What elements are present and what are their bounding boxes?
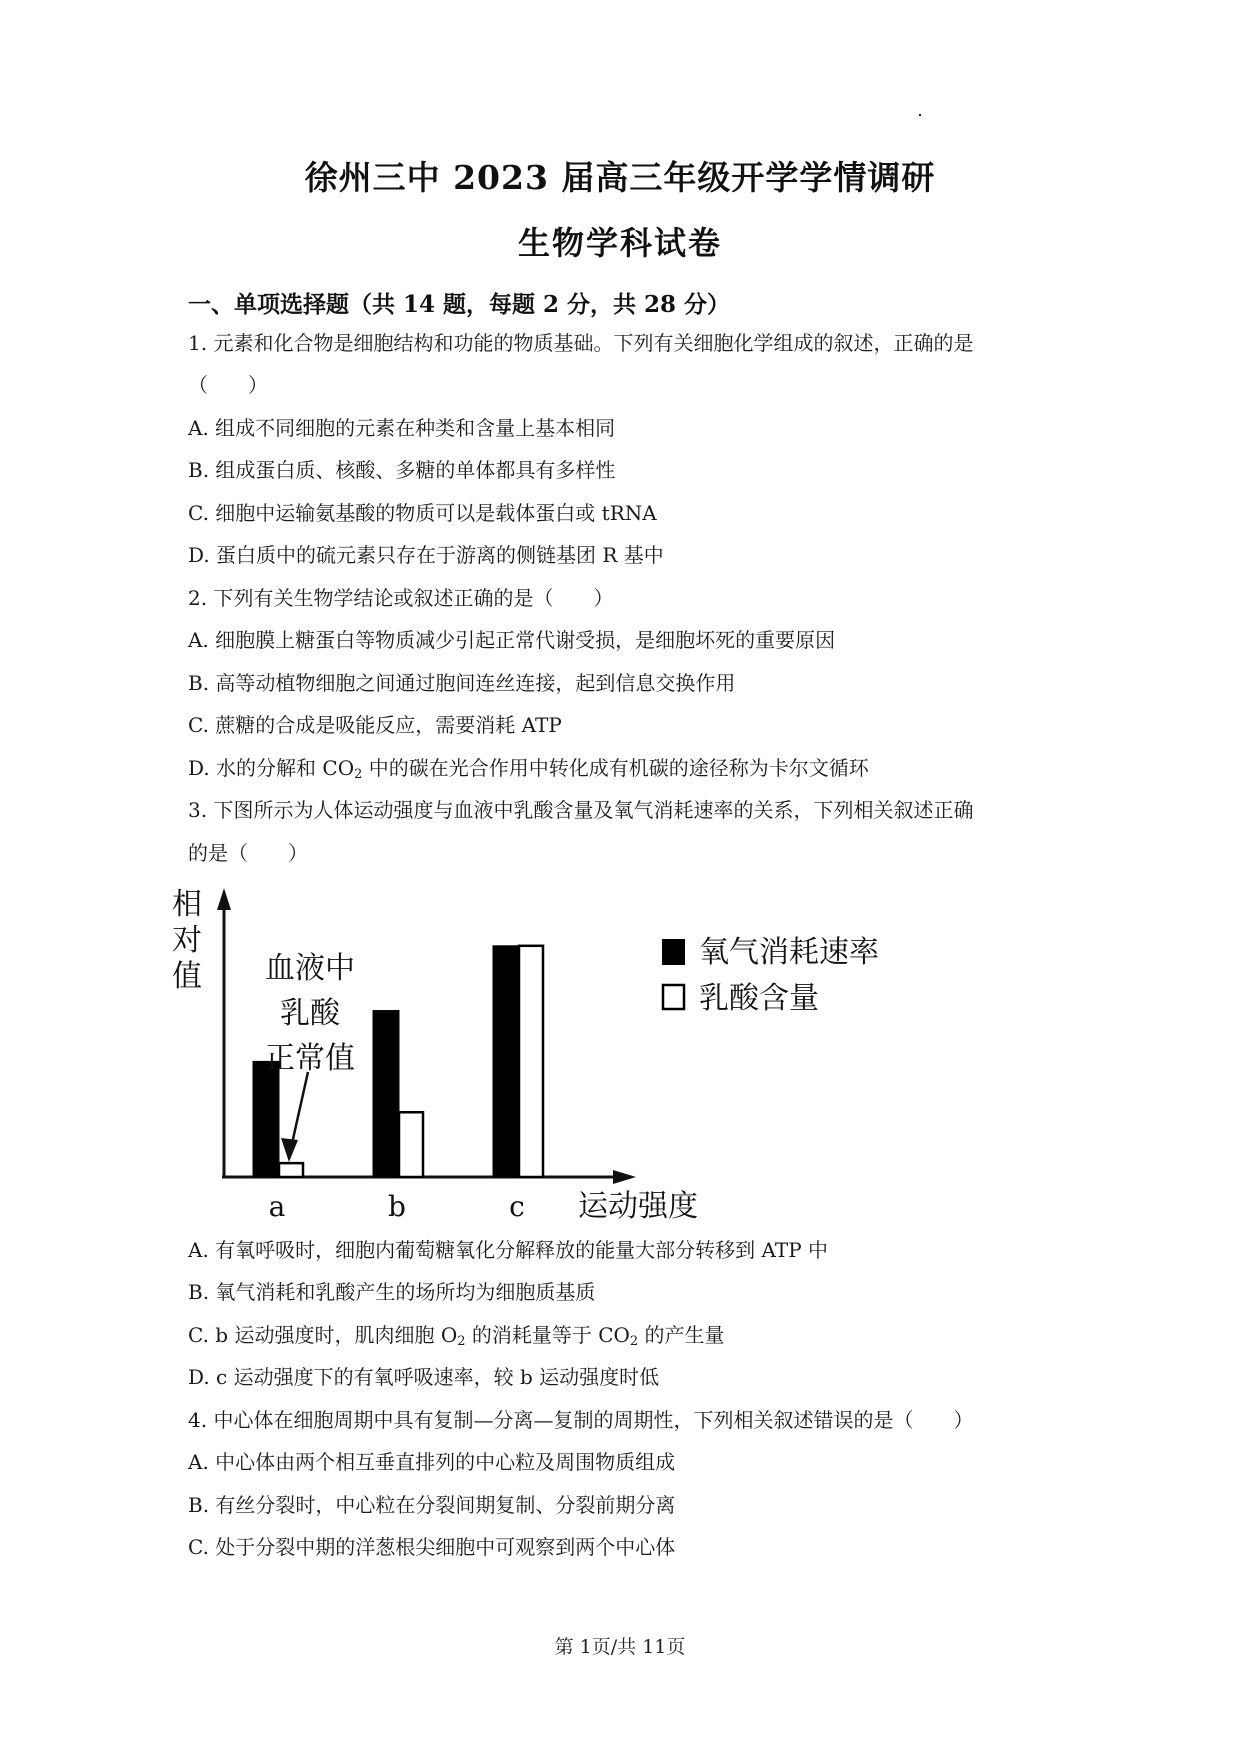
x-tick-label-c: c: [509, 1190, 525, 1223]
y-axis-label-char-1: 相: [172, 887, 202, 922]
bar-a-lactate: [279, 1163, 303, 1177]
q3-option-b: B. 氧气消耗和乳酸产生的场所均为细胞质基质: [188, 1280, 596, 1304]
x-tick-label-b: b: [388, 1190, 406, 1223]
annotation-arrowhead: [281, 1138, 298, 1162]
bar-b-oxygen: [373, 1011, 399, 1177]
bar-c-oxygen: [493, 946, 519, 1177]
annotation-line-1: 血液中: [265, 951, 355, 986]
legend-swatch-lactate: [663, 985, 684, 1009]
legend-label-lactate: 乳酸含量: [699, 981, 819, 1016]
annotation-arrow: [291, 1072, 308, 1148]
y-axis-arrow: [217, 888, 231, 910]
q3-option-a: A. 有氧呼吸时，细胞内葡萄糖氧化分解释放的能量大部分转移到 ATP 中: [188, 1238, 829, 1262]
q1-stem-line-2: （ ）: [188, 373, 268, 397]
q1-option-a: A. 组成不同细胞的元素在种类和含量上基本相同: [188, 416, 616, 440]
q1-option-d: D. 蛋白质中的硫元素只存在于游离的侧链基团 R 基中: [188, 543, 664, 567]
scan-dot: [919, 114, 921, 116]
x-tick-label-a: a: [268, 1190, 286, 1223]
subscript: 2: [457, 1334, 466, 1349]
q4-option-c: C. 处于分裂中期的洋葱根尖细胞中可观察到两个中心体: [188, 1535, 676, 1559]
annotation-line-2: 乳酸: [280, 996, 340, 1031]
q3-stem-line-1: 3. 下图所示为人体运动强度与血液中乳酸含量及氧气消耗速率的关系，下列相关叙述正确: [188, 798, 974, 822]
legend-label-oxygen: 氧气消耗速率: [699, 935, 879, 970]
q3-option-c-pre: C. b 运动强度时，肌肉细胞 O: [188, 1323, 458, 1347]
q3-option-c-mid: 的消耗量等于 CO: [465, 1323, 630, 1347]
q2-option-d-post: 中的碳在光合作用中转化成有机碳的途径称为卡尔文循环: [362, 756, 869, 780]
q4-option-b: B. 有丝分裂时，中心粒在分裂间期复制、分裂前期分离: [188, 1493, 676, 1517]
q1-option-b: B. 组成蛋白质、核酸、多糖的单体都具有多样性: [188, 458, 616, 482]
x-axis-label: 运动强度: [578, 1189, 698, 1224]
page-number: 第 1页/共 11页: [554, 1636, 686, 1658]
legend-swatch-oxygen: [663, 940, 684, 964]
x-axis-arrow: [613, 1170, 636, 1184]
exercise-bar-chart: [170, 870, 879, 1225]
q3-option-d: D. c 运动强度下的有氧呼吸速率，较 b 运动强度时低: [188, 1365, 660, 1389]
q2-option-d-pre: D. 水的分解和 CO: [188, 756, 355, 780]
q2-option-d: [188, 752, 869, 781]
q4-stem: 4. 中心体在细胞周期中具有复制—分离—复制的周期性，下列相关叙述错误的是（ ）: [188, 1408, 974, 1432]
bar-c-lactate: [519, 946, 543, 1177]
y-axis-label-char-3: 值: [172, 959, 202, 994]
y-axis-label-char-2: 对: [172, 923, 202, 958]
annotation-line-3: 正常值: [265, 1041, 355, 1076]
bar-b-lactate: [399, 1112, 423, 1177]
exam-subtitle: 生物学科试卷: [517, 224, 722, 262]
q2-option-a: A. 细胞膜上糖蛋白等物质减少引起正常代谢受损，是细胞坏死的重要原因: [188, 628, 836, 652]
q1-stem-line-1: 1. 元素和化合物是细胞结构和功能的物质基础。下列有关细胞化学组成的叙述，正确的是: [188, 331, 974, 355]
x-tick-labels: [269, 1190, 525, 1223]
bar-a-oxygen: [253, 1061, 279, 1177]
q1-option-c: C. 细胞中运输氨基酸的物质可以是载体蛋白或 tRNA: [188, 501, 657, 525]
q2-option-c: C. 蔗糖的合成是吸能反应，需要消耗 ATP: [188, 713, 562, 737]
q3-option-c: [188, 1319, 725, 1348]
section-heading: 一、单项选择题（共 14 题，每题 2 分，共 28 分）: [188, 291, 731, 318]
q2-option-b: B. 高等动植物细胞之间通过胞间连丝连接，起到信息交换作用: [188, 671, 736, 695]
exam-title: 徐州三中 2023 届高三年级开学学情调研: [304, 158, 936, 197]
q3-stem-line-2: 的是（ ）: [188, 841, 308, 865]
subscript: 2: [629, 1334, 639, 1349]
subscript: 2: [354, 767, 363, 782]
q3-option-c-post: 的产生量: [638, 1323, 725, 1347]
q2-stem: 2. 下列有关生物学结论或叙述正确的是（ ）: [188, 586, 614, 610]
q4-option-a: A. 中心体由两个相互垂直排列的中心粒及周围物质组成: [188, 1450, 676, 1474]
